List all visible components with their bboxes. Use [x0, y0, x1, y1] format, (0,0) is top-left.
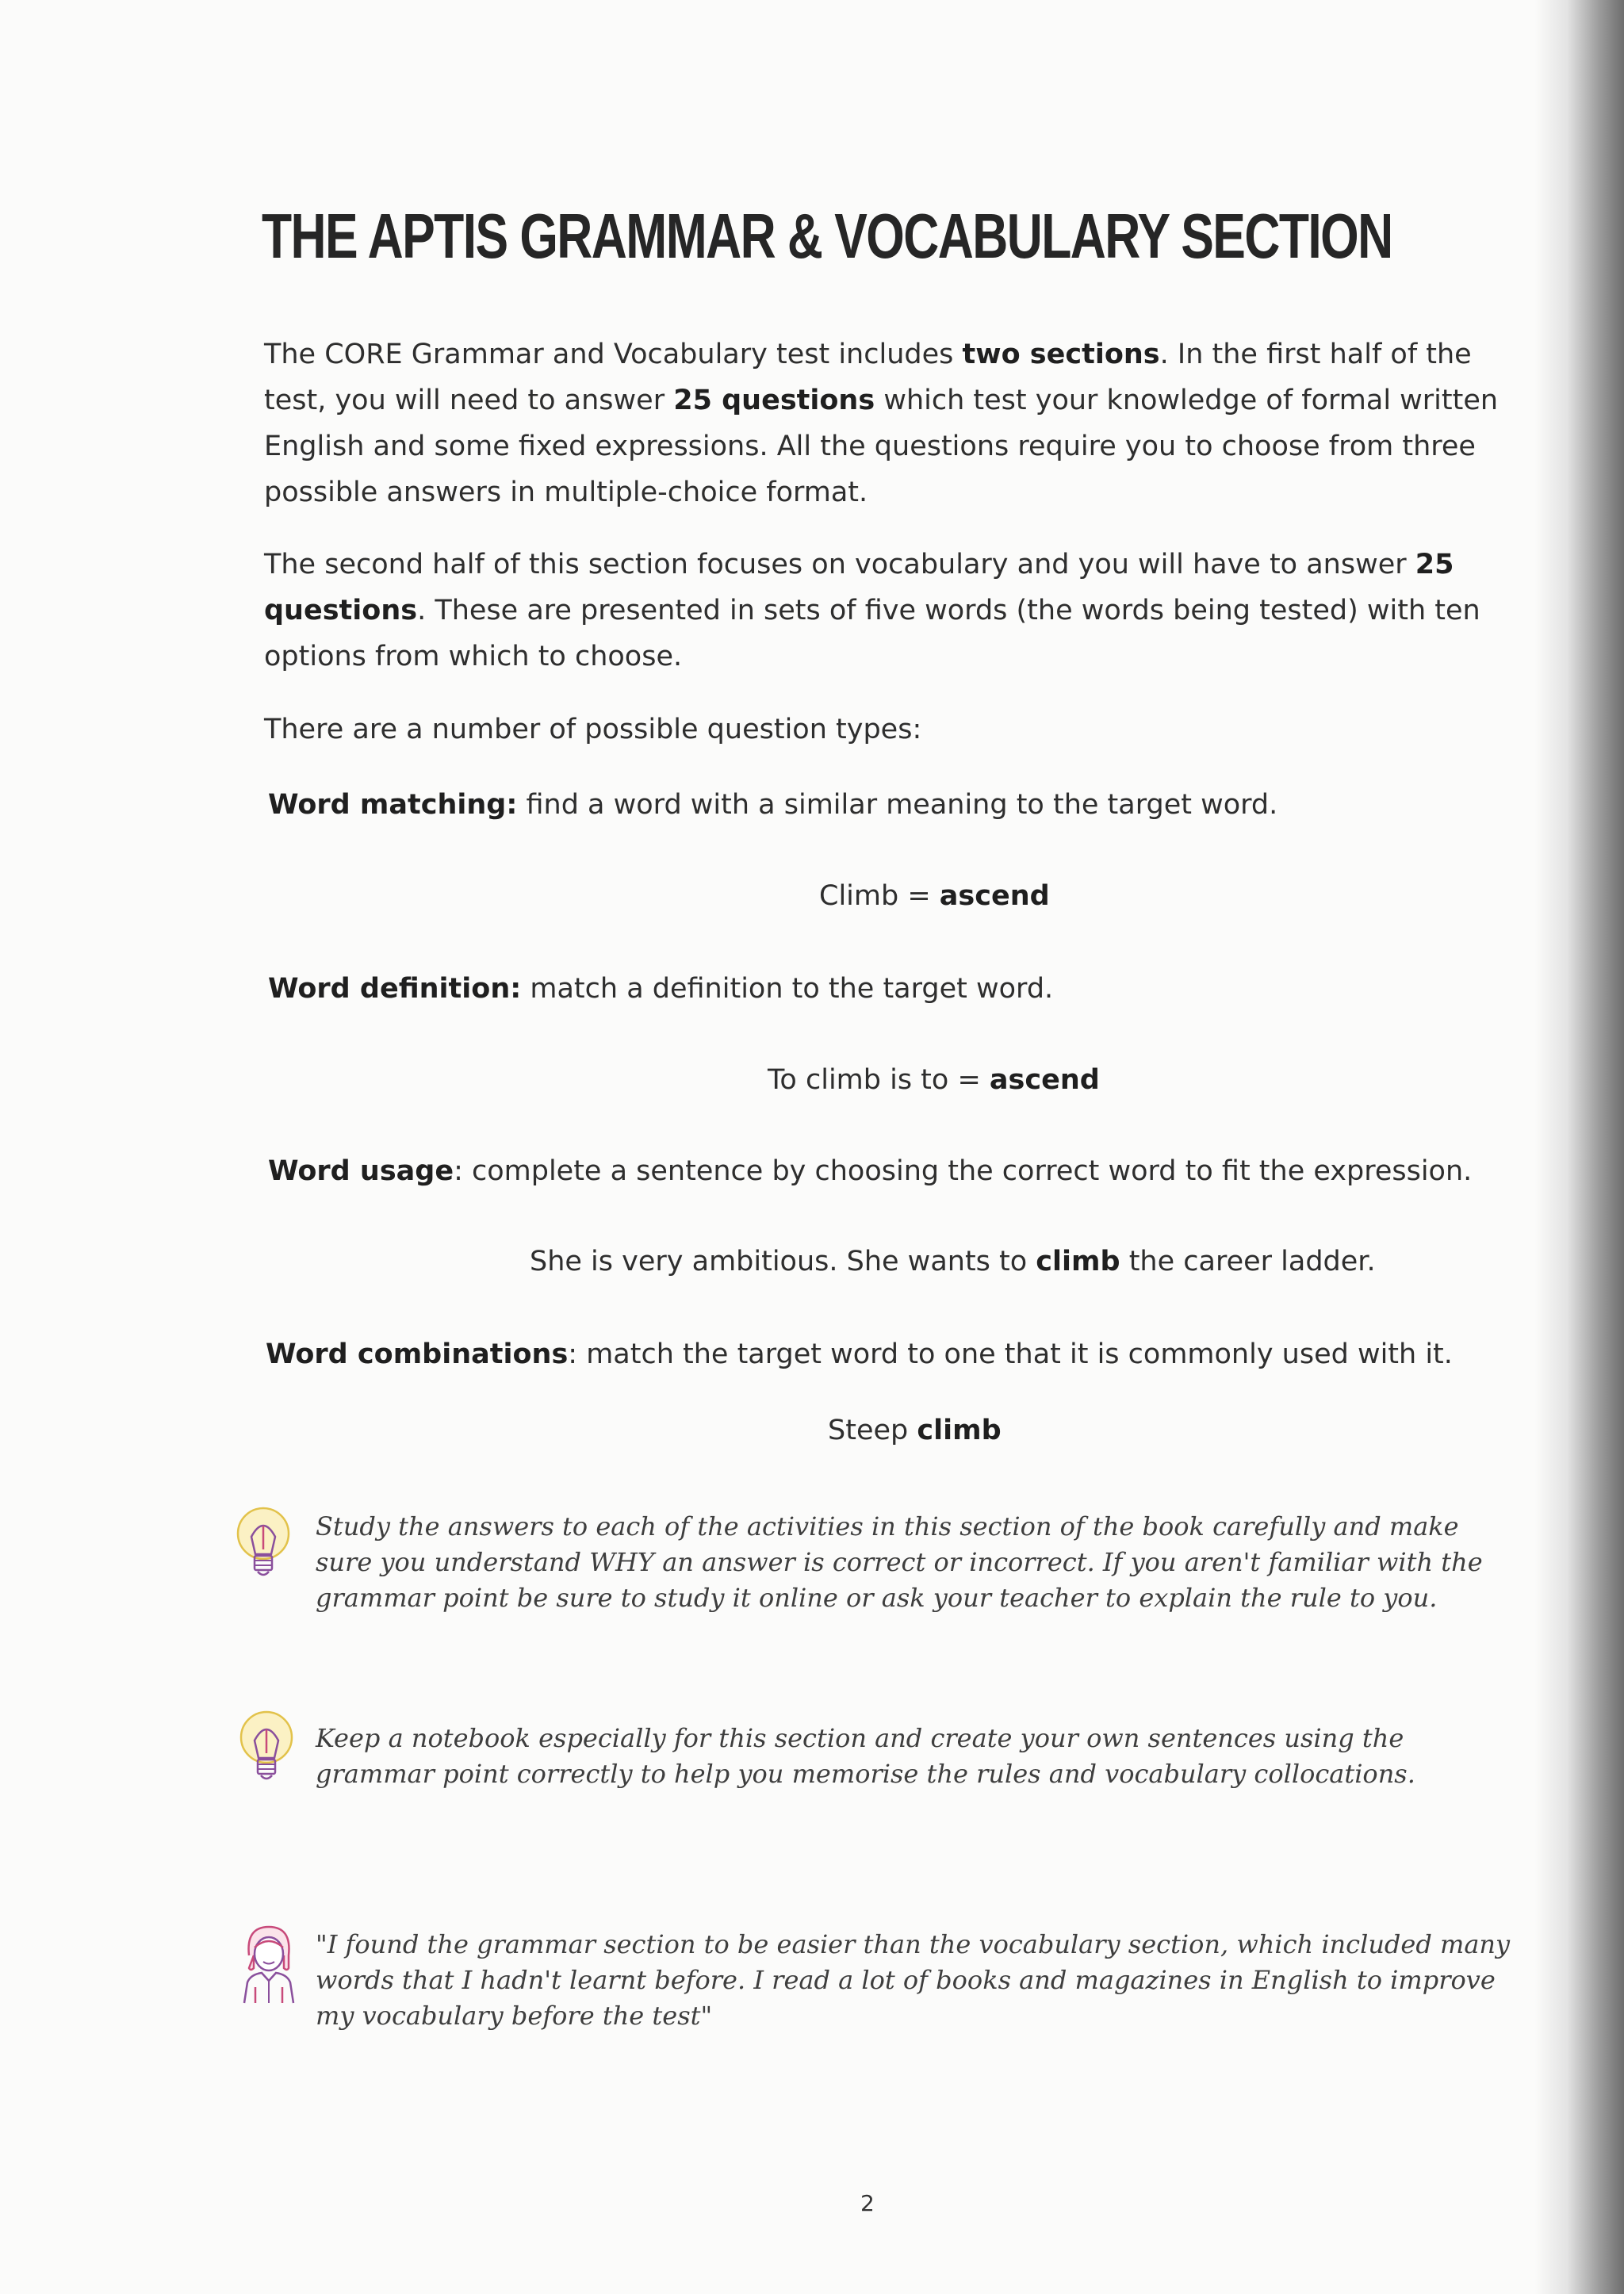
lightbulb-icon	[235, 1709, 298, 1788]
question-type-word-matching	[268, 782, 1277, 828]
page-number: 2	[860, 2190, 875, 2216]
example-word-combinations	[828, 1407, 1002, 1453]
intro-p1-bold-1: two sections	[962, 339, 1160, 370]
example-bold: climb	[917, 1415, 1002, 1446]
example-bold: ascend	[939, 880, 1050, 912]
intro-paragraph-3: There are a number of possible question types:	[264, 714, 922, 745]
example-word-definition	[768, 1057, 1100, 1103]
example-bold: climb	[1036, 1246, 1120, 1277]
question-type-label: Word definition:	[268, 973, 522, 1005]
example-word-matching	[819, 873, 1050, 919]
question-type-word-definition	[268, 966, 1053, 1012]
question-type-word-usage	[268, 1148, 1472, 1194]
question-type-label: Word combinations	[266, 1338, 569, 1370]
example-word-usage	[530, 1239, 1376, 1285]
tip-keep-notebook: Keep a notebook especially for this section and create your own sentences using the grammar point correctly to help you memorise the rules and vocabulary collocations.	[316, 1723, 1415, 1789]
question-type-label: Word usage	[268, 1155, 454, 1187]
testimonial-quote: "I found the grammar section to be easier than the vocabulary section, which included many words that I hadn't learnt before. I read a lot of books and magazines in English to improve my vocabulary before the test"	[316, 1929, 1511, 2031]
intro-p1-text-2: . In the first half of the test, you will need to answer	[264, 339, 1472, 416]
intro-p2-bold-1: 25 questions	[264, 549, 1454, 626]
question-type-label: Word matching:	[268, 789, 518, 821]
question-type-description: match a definition to the target word.	[521, 973, 1054, 1005]
question-type-description: : complete a sentence by choosing the correct word to fit the expression.	[454, 1155, 1473, 1187]
question-type-description: find a word with a similar meaning to the target word.	[517, 789, 1278, 821]
intro-p2-text-2: . These are presented in sets of five words (the words being tested) with ten options from which to choose.	[264, 595, 1480, 672]
example-text: Climb =	[819, 880, 940, 912]
intro-p1-text-1: The CORE Grammar and Vocabulary test includes	[264, 339, 963, 370]
tip-study-answers: Study the answers to each of the activities in this section of the book carefully and make sure you understand WHY an answer is correct or incorrect. If you aren't familiar with the grammar point be sure to study it online or ask your teacher to explain the rule to you.	[316, 1511, 1483, 1613]
lightbulb-icon	[232, 1505, 295, 1584]
intro-paragraph-2	[264, 542, 1501, 680]
question-type-description: : match the target word to one that it is commonly used with it.	[568, 1338, 1453, 1370]
example-text: Steep	[828, 1415, 917, 1446]
intro-p1-text-3: which test your knowledge of formal written English and some fixed expressions. All the questions require you to choose from three possible answers in multiple-choice format.	[264, 385, 1499, 508]
intro-p1-bold-2: 25 questions	[673, 385, 875, 416]
example-text: She is very ambitious. She wants to	[530, 1246, 1036, 1277]
question-type-word-combinations	[266, 1331, 1453, 1377]
example-text: To climb is to =	[768, 1064, 990, 1096]
page-title: THE APTIS GRAMMAR & VOCABULARY SECTION	[262, 201, 1392, 271]
intro-paragraph-1	[264, 331, 1501, 515]
student-icon	[235, 1921, 303, 2008]
example-after: the career ladder.	[1120, 1246, 1376, 1277]
example-bold: ascend	[989, 1064, 1100, 1096]
intro-p2-text-1: The second half of this section focuses on vocabulary and you will have to answer	[264, 549, 1415, 580]
